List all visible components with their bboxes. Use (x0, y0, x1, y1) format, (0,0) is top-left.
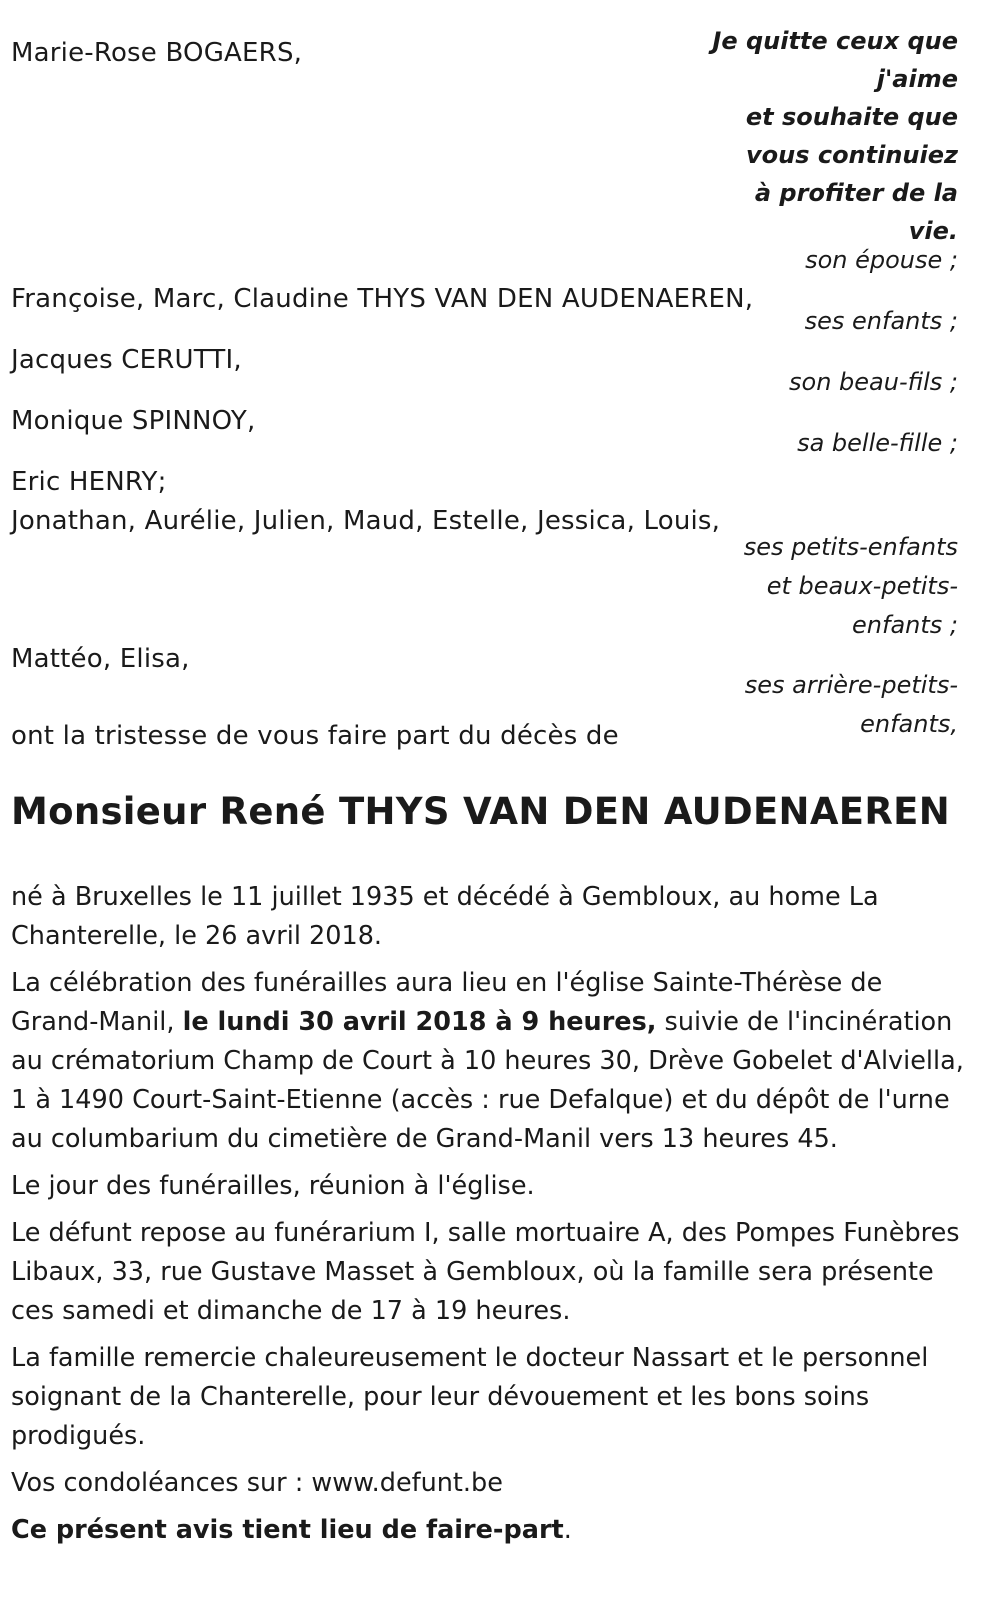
ceremony-date: le lundi 30 avril 2018 à 9 heures, (182, 1007, 657, 1037)
quote-line: vie. (908, 217, 958, 245)
quote-line: j'aime (876, 65, 958, 93)
repose-paragraph: Le défunt repose au funérarium I, salle mortuaire A, des Pompes Funèbres Libaux, 33, rue Gustave Masset à Gembloux, où la famille sera présente ces samedi et dimanche de 17 à 19 heures. (11, 1218, 960, 1326)
children-names: Françoise, Marc, Claudine THYS VAN DEN AUDENAEREN, (11, 284, 754, 314)
son-in-law-role: son beau-fils ; (789, 368, 958, 396)
quote-line: vous continuiez (745, 141, 958, 169)
eric-henry-name: Eric HENRY; (11, 467, 167, 497)
grandchildren-role-line: ses petits-enfants (743, 533, 958, 561)
quote-line: Je quitte ceux que (712, 27, 958, 55)
great-grandchildren-names: Mattéo, Elisa, (11, 644, 190, 674)
spouse-name: Marie-Rose BOGAERS, (11, 38, 303, 68)
birth-death-paragraph: né à Bruxelles le 11 juillet 1935 et décédé à Gembloux, au home La Chanterelle, le 26 avril 2018. (11, 882, 879, 951)
quote-line: à profiter de la (754, 179, 958, 207)
grandchildren-role-line: enfants ; (852, 611, 958, 639)
daughter-in-law-name: Monique SPINNOY, (11, 406, 256, 436)
great-grandchildren-role (745, 666, 958, 744)
meeting-paragraph: Le jour des funérailles, réunion à l'église. (11, 1171, 535, 1201)
quote-line: et souhaite que (745, 103, 958, 131)
ceremony-paragraph (11, 964, 971, 1159)
notice-paragraph (11, 1511, 971, 1550)
thanks-paragraph: La famille remercie chaleureusement le docteur Nassart et le personnel soignant de la Chanterelle, pour leur dévouement et les bons soins prodigués. (11, 1343, 929, 1451)
announcement-text: ont la tristesse de vous faire part du décès de (11, 721, 619, 751)
epitaph-quote (698, 22, 958, 250)
ceremony-text-before: La célébration des funérailles aura lieu en l'église Sainte-Thérèse de Grand-Manil, (11, 968, 883, 1037)
grandchildren-names: Jonathan, Aurélie, Julien, Maud, Estelle, Jessica, Louis, (11, 506, 721, 536)
children-role: ses enfants ; (804, 307, 958, 335)
condolences-paragraph: Vos condoléances sur : www.defunt.be (11, 1468, 503, 1498)
deceased-name: Monsieur René THYS VAN DEN AUDENAEREN (11, 790, 950, 833)
spouse-role: son épouse ; (805, 246, 958, 274)
ceremony-text-after: suivie de l'incinération au crématorium Champ de Court à 10 heures 30, Drève Gobelet d'Alviella, 1 à 1490 Court-Saint-Etienne (accès : rue Defalque) et du dépôt de l'urne au columbarium du cimetière de Grand-Manil vers 13 heures 45. (11, 1007, 964, 1154)
notice-body (11, 878, 971, 1558)
grandchildren-role-line: et beaux-petits- (766, 572, 958, 600)
grandchildren-role (744, 528, 958, 645)
great-grandchildren-role-line: enfants, (860, 710, 958, 738)
notice-period: . (563, 1515, 572, 1545)
son-in-law-name: Jacques CERUTTI, (11, 345, 242, 375)
great-grandchildren-role-line: ses arrière-petits- (744, 671, 958, 699)
notice-bold-text: Ce présent avis tient lieu de faire-part (11, 1515, 564, 1545)
daughter-in-law-role: sa belle-fille ; (797, 429, 958, 457)
